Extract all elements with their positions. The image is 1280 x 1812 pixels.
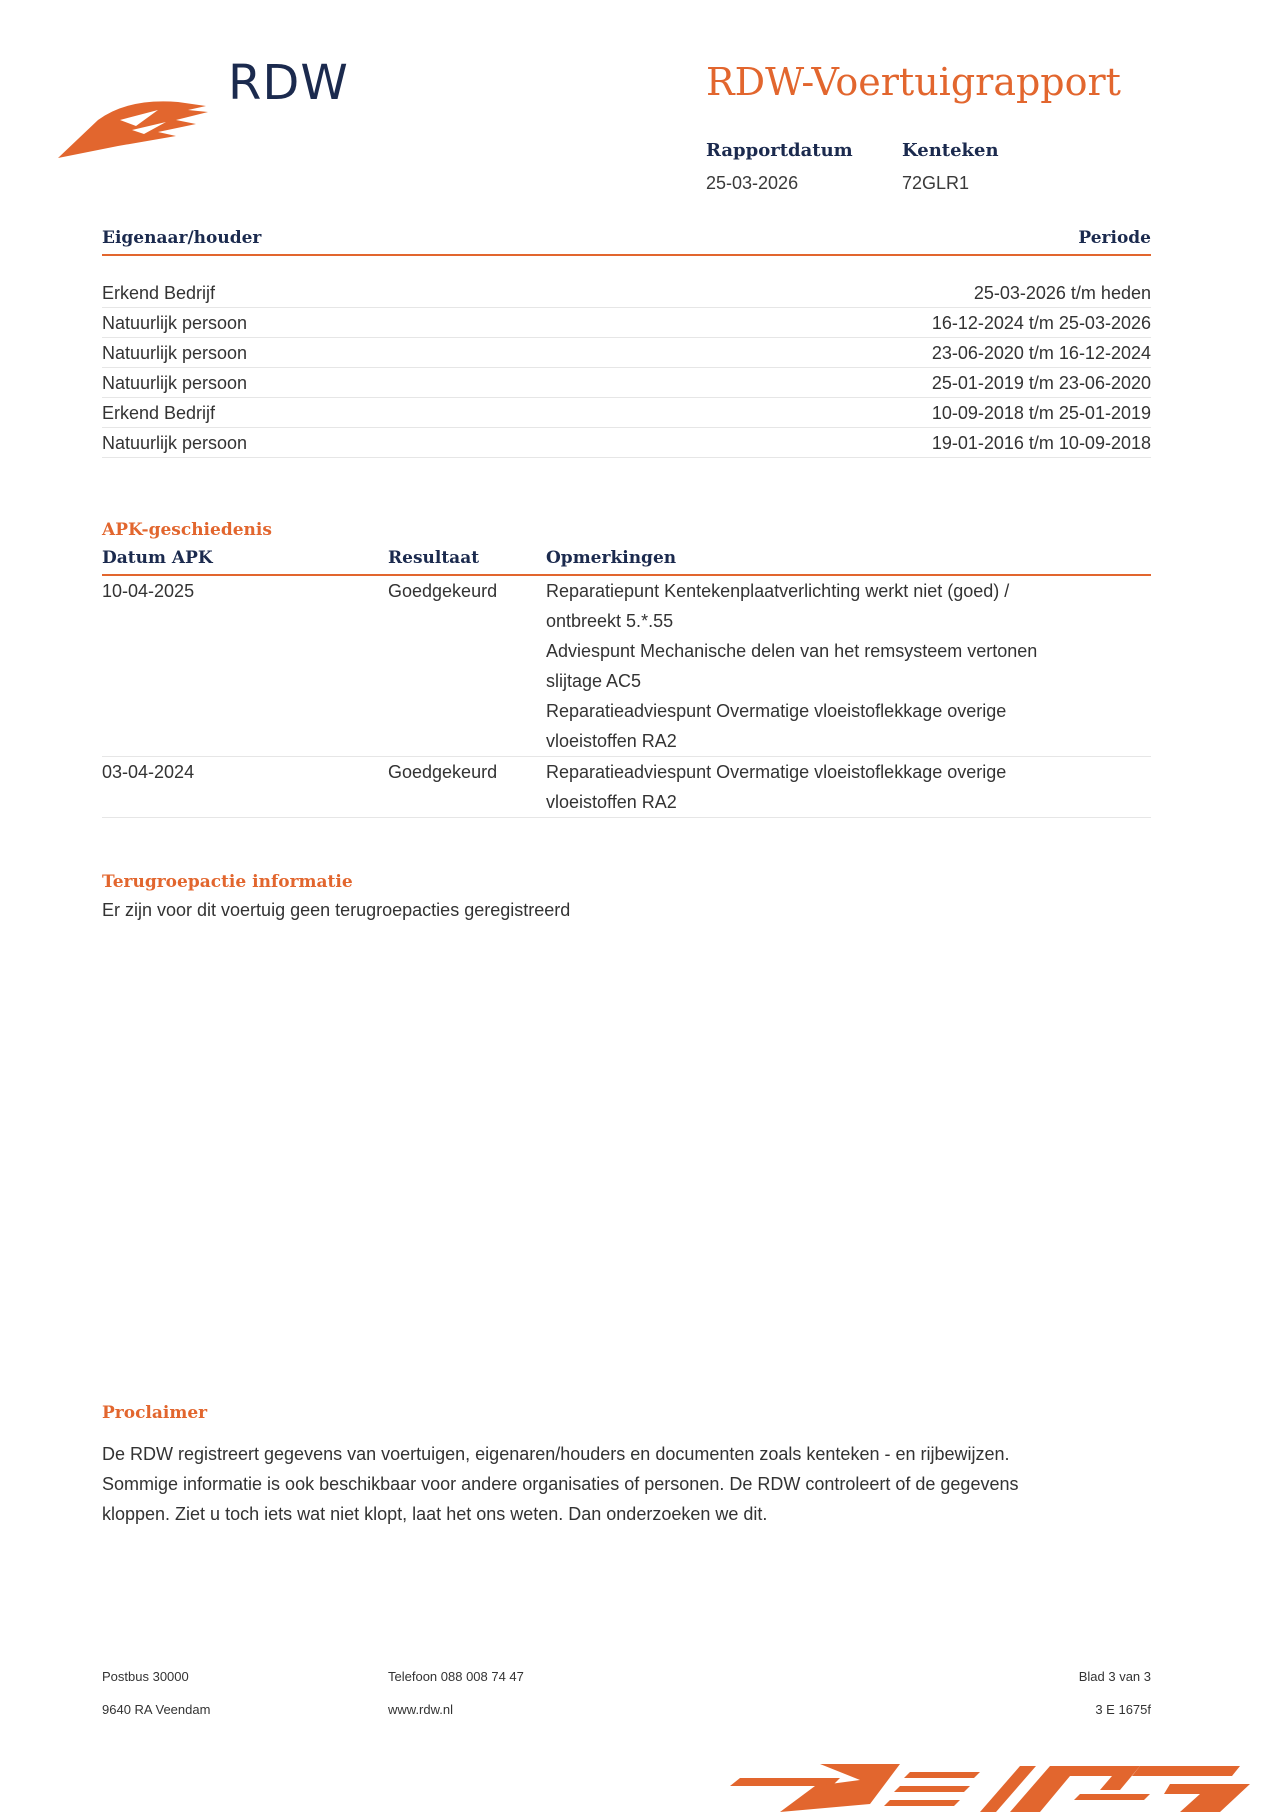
owner-period: 19-01-2016 t/m 10-09-2018 bbox=[931, 433, 1151, 453]
footer-contact bbox=[388, 1660, 524, 1726]
remark-line: ontbreekt 5.*.55 bbox=[546, 611, 674, 631]
plate-label: Kenteken bbox=[902, 140, 999, 161]
recall-section bbox=[102, 872, 1151, 921]
footer-page-info bbox=[1079, 1660, 1151, 1726]
owner-type: Natuurlijk persoon bbox=[102, 313, 248, 333]
owner-type: Natuurlijk persoon bbox=[102, 343, 248, 363]
owner-period: 25-01-2019 t/m 23-06-2020 bbox=[931, 373, 1151, 393]
proclaimer-line: De RDW registreert gegevens van voertuigen, eigenaren/houders en documenten zoals kenteken - en rijbewijzen. bbox=[102, 1444, 1010, 1464]
proclaimer-section bbox=[102, 1403, 1151, 1529]
proclaimer-line: Sommige informatie is ook beschikbaar voor andere organisaties of personen. De RDW controleert of de gegevens bbox=[102, 1474, 1019, 1494]
proclaimer-text bbox=[102, 1439, 1102, 1529]
table-row bbox=[102, 428, 1151, 458]
footer-address-line1: Postbus 30000 bbox=[102, 1669, 189, 1684]
footer-phone: Telefoon 088 008 74 47 bbox=[388, 1669, 524, 1684]
recall-text: Er zijn voor dit voertuig geen terugroepacties geregistreerd bbox=[102, 900, 571, 920]
decorative-stripes-icon bbox=[720, 1760, 1280, 1812]
rdw-logo bbox=[58, 55, 358, 165]
report-title: RDW-Voertuigrapport bbox=[706, 60, 1121, 104]
owner-period: 16-12-2024 t/m 25-03-2026 bbox=[931, 313, 1151, 333]
report-date-block bbox=[706, 140, 853, 194]
footer-code: 3 E 1675f bbox=[1095, 1702, 1151, 1717]
owner-type: Natuurlijk persoon bbox=[102, 373, 248, 393]
report-date-label: Rapportdatum bbox=[706, 140, 853, 161]
rdw-wing-icon bbox=[58, 80, 218, 160]
proclaimer-title: Proclaimer bbox=[102, 1403, 208, 1423]
table-row bbox=[102, 757, 1151, 818]
recall-section-title: Terugroepactie informatie bbox=[102, 872, 353, 892]
table-row bbox=[102, 278, 1151, 308]
owner-list bbox=[102, 278, 1151, 458]
plate-value: 72GLR1 bbox=[902, 173, 970, 193]
remark-line: vloeistoffen RA2 bbox=[546, 792, 677, 812]
owner-period: 23-06-2020 t/m 16-12-2024 bbox=[931, 343, 1151, 363]
remark-line: Reparatiepunt Kentekenplaatverlichting werkt niet (goed) / bbox=[546, 581, 1010, 601]
remark-line: Adviespunt Mechanische delen van het remsysteem vertonen bbox=[546, 641, 1038, 661]
footer-page-number: Blad 3 van 3 bbox=[1078, 1669, 1151, 1684]
remark-line: slijtage AC5 bbox=[546, 671, 642, 691]
footer-address bbox=[102, 1660, 210, 1726]
report-date-value: 25-03-2026 bbox=[706, 173, 799, 193]
apk-remarks-column-header: Opmerkingen bbox=[546, 548, 677, 568]
logo-text: RDW bbox=[228, 55, 349, 111]
apk-date-column-header: Datum APK bbox=[102, 548, 213, 568]
apk-result: Goedgekeurd bbox=[388, 762, 498, 782]
apk-result-column-header: Resultaat bbox=[388, 548, 480, 568]
footer-website: www.rdw.nl bbox=[388, 1702, 454, 1717]
table-row bbox=[102, 576, 1151, 757]
owners-header bbox=[102, 228, 1151, 256]
owner-type: Natuurlijk persoon bbox=[102, 433, 248, 453]
table-row bbox=[102, 368, 1151, 398]
proclaimer-line: kloppen. Ziet u toch iets wat niet klopt, laat het ons weten. Dan onderzoeken we dit. bbox=[102, 1504, 768, 1524]
apk-header bbox=[102, 548, 1151, 576]
remark-line: vloeistoffen RA2 bbox=[546, 731, 677, 751]
period-column-header: Periode bbox=[1078, 228, 1151, 248]
plate-block bbox=[902, 140, 999, 194]
apk-remarks bbox=[546, 757, 1151, 817]
table-row bbox=[102, 338, 1151, 368]
apk-remarks bbox=[546, 576, 1151, 756]
remark-line: Reparatieadviespunt Overmatige vloeistoflekkage overige bbox=[546, 762, 1007, 782]
owner-type: Erkend Bedrijf bbox=[102, 283, 216, 303]
footer-address-line2: 9640 RA Veendam bbox=[102, 1702, 211, 1717]
apk-result: Goedgekeurd bbox=[388, 581, 498, 601]
owner-period: 10-09-2018 t/m 25-01-2019 bbox=[931, 403, 1151, 423]
owner-column-header: Eigenaar/houder bbox=[102, 228, 262, 248]
apk-date: 10-04-2025 bbox=[102, 581, 195, 601]
table-row bbox=[102, 308, 1151, 338]
apk-date: 03-04-2024 bbox=[102, 762, 195, 782]
table-row bbox=[102, 398, 1151, 428]
apk-section-title: APK-geschiedenis bbox=[102, 520, 272, 540]
apk-history-section bbox=[102, 520, 1151, 818]
owner-type: Erkend Bedrijf bbox=[102, 403, 216, 423]
owners-table bbox=[102, 228, 1151, 458]
owner-period: 25-03-2026 t/m heden bbox=[973, 283, 1151, 303]
remark-line: Reparatieadviespunt Overmatige vloeistoflekkage overige bbox=[546, 701, 1007, 721]
